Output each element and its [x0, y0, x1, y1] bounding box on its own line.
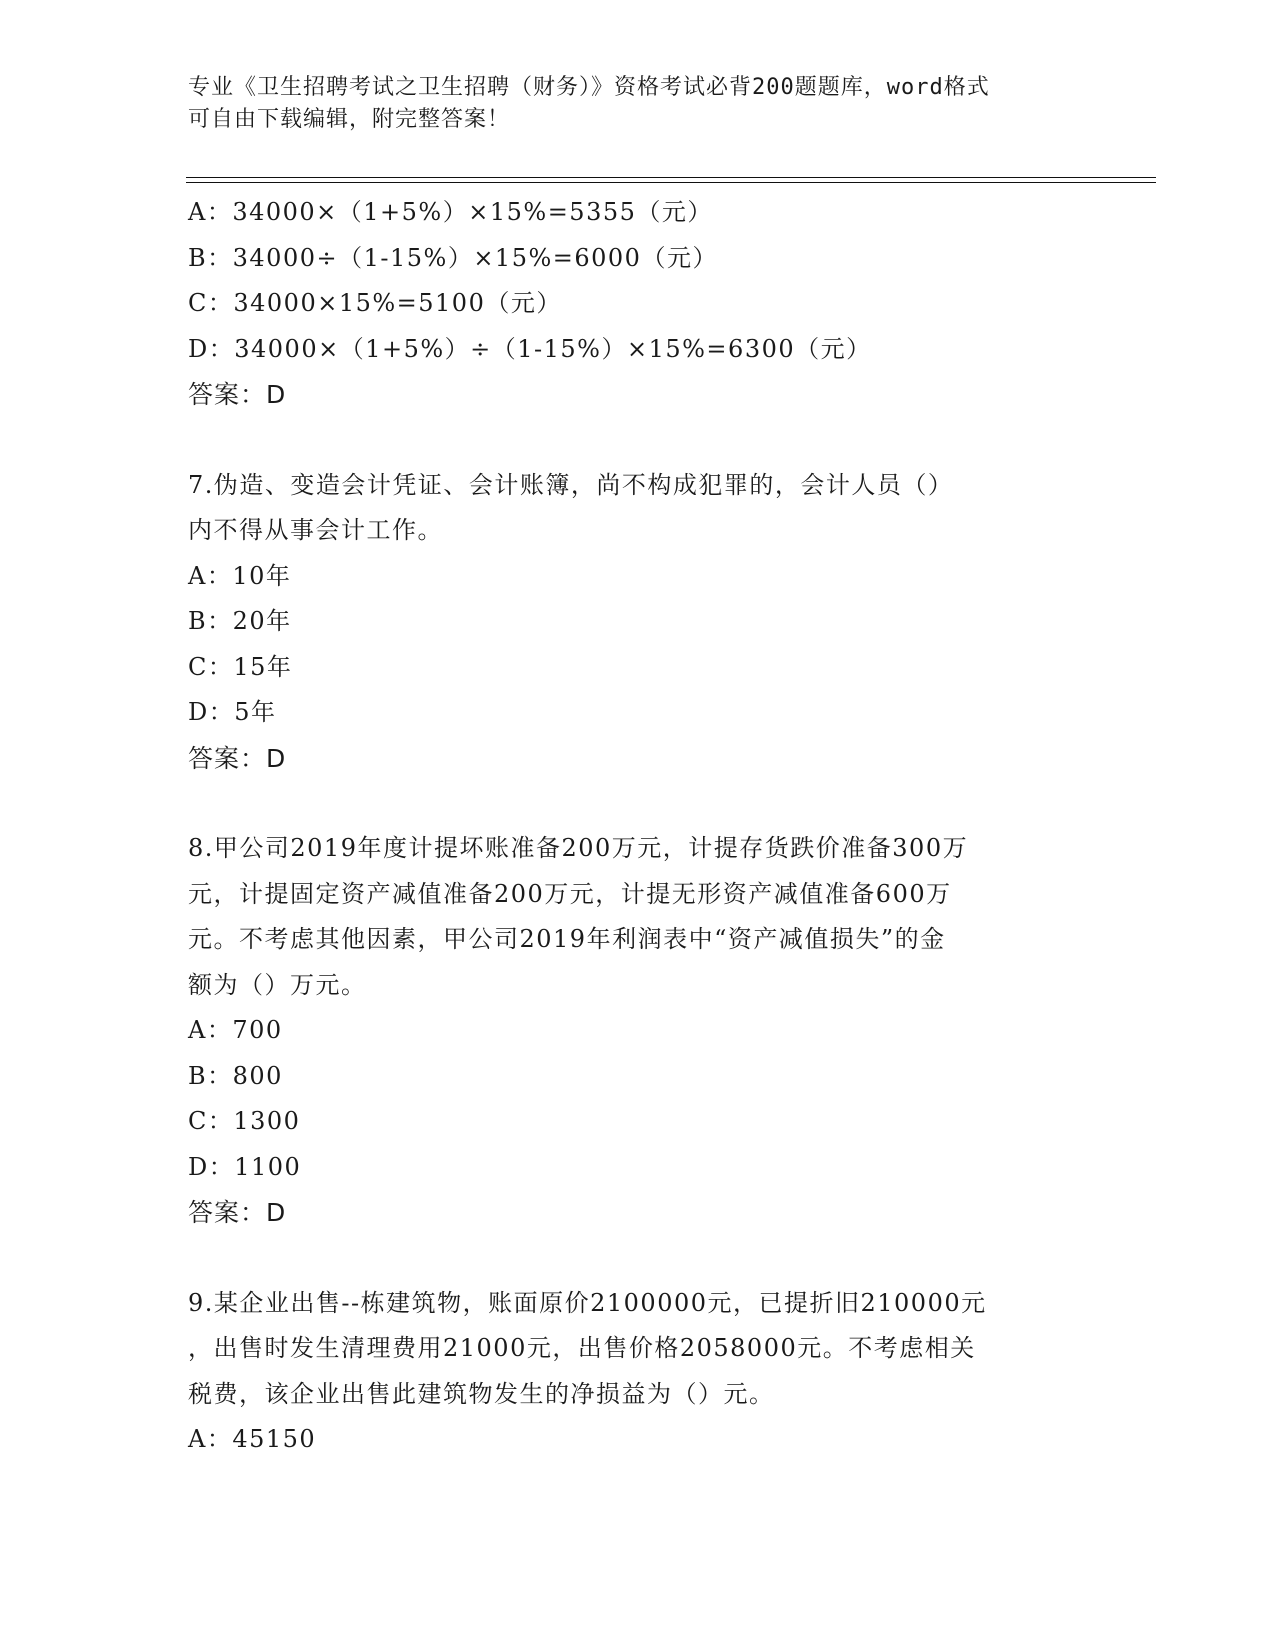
header-line-2: 可自由下载编辑，附完整答案！	[188, 107, 511, 132]
header-divider-top	[186, 177, 1156, 178]
question-stem-line: ，出售时发生清理费用21000元，出售价格2058000元。不考虑相关	[188, 1334, 976, 1362]
question-9	[188, 1281, 1068, 1463]
answer-line: 答案：D	[188, 743, 287, 773]
option-d: D：5年	[188, 698, 277, 726]
option-c: C：15年	[188, 652, 293, 681]
answer-line: 答案：D	[188, 1198, 287, 1227]
spacer	[188, 418, 1068, 463]
option-b: B：800	[188, 1061, 283, 1090]
question-7	[188, 463, 1068, 782]
question-6	[188, 190, 1068, 418]
question-content	[188, 190, 1068, 1463]
option-a: A：10年	[188, 561, 292, 590]
header-divider-bottom	[186, 182, 1156, 183]
option-c: C：1300	[188, 1107, 301, 1135]
question-stem-line: 额为（）万元。	[188, 970, 367, 999]
option-a: A：34000×（1+5%）×15%=5355（元）	[188, 198, 713, 226]
spacer	[188, 1236, 1068, 1281]
question-stem-line: 元，计提固定资产减值准备200万元，计提无形资产减值准备600万	[188, 879, 952, 908]
header-line-1: 专业《卫生招聘考试之卫生招聘（财务）》资格考试必背200题题库，word格式	[188, 75, 990, 100]
question-stem-line: 8.甲公司2019年度计提坏账准备200万元，计提存货跌价准备300万	[188, 834, 969, 862]
question-stem-line: 元。不考虑其他因素，甲公司2019年利润表中“资产减值损失”的金	[188, 925, 946, 953]
question-stem-line: 内不得从事会计工作。	[188, 516, 443, 544]
option-d: D：34000×（1+5%）÷（1-15%）×15%=6300（元）	[188, 334, 872, 363]
spacer	[188, 781, 1068, 826]
option-d: D：1100	[188, 1152, 302, 1181]
document-header	[188, 72, 1088, 136]
question-8	[188, 826, 1068, 1236]
option-b: B：34000÷（1-15%）×15%=6000（元）	[188, 243, 718, 272]
option-a: A：700	[188, 1016, 283, 1044]
answer-line: 答案：D	[188, 380, 287, 409]
option-a: A：45150	[188, 1425, 317, 1453]
question-stem-line: 9.某企业出售--栋建筑物，账面原价2100000元，已提折旧210000元	[188, 1288, 987, 1317]
question-stem-line: 税费，该企业出售此建筑物发生的净损益为（）元。	[188, 1379, 775, 1408]
option-b: B：20年	[188, 607, 292, 635]
question-stem-line: 7.伪造、变造会计凭证、会计账簿，尚不构成犯罪的，会计人员（）	[188, 470, 954, 499]
option-c: C：34000×15%=5100（元）	[188, 289, 562, 317]
